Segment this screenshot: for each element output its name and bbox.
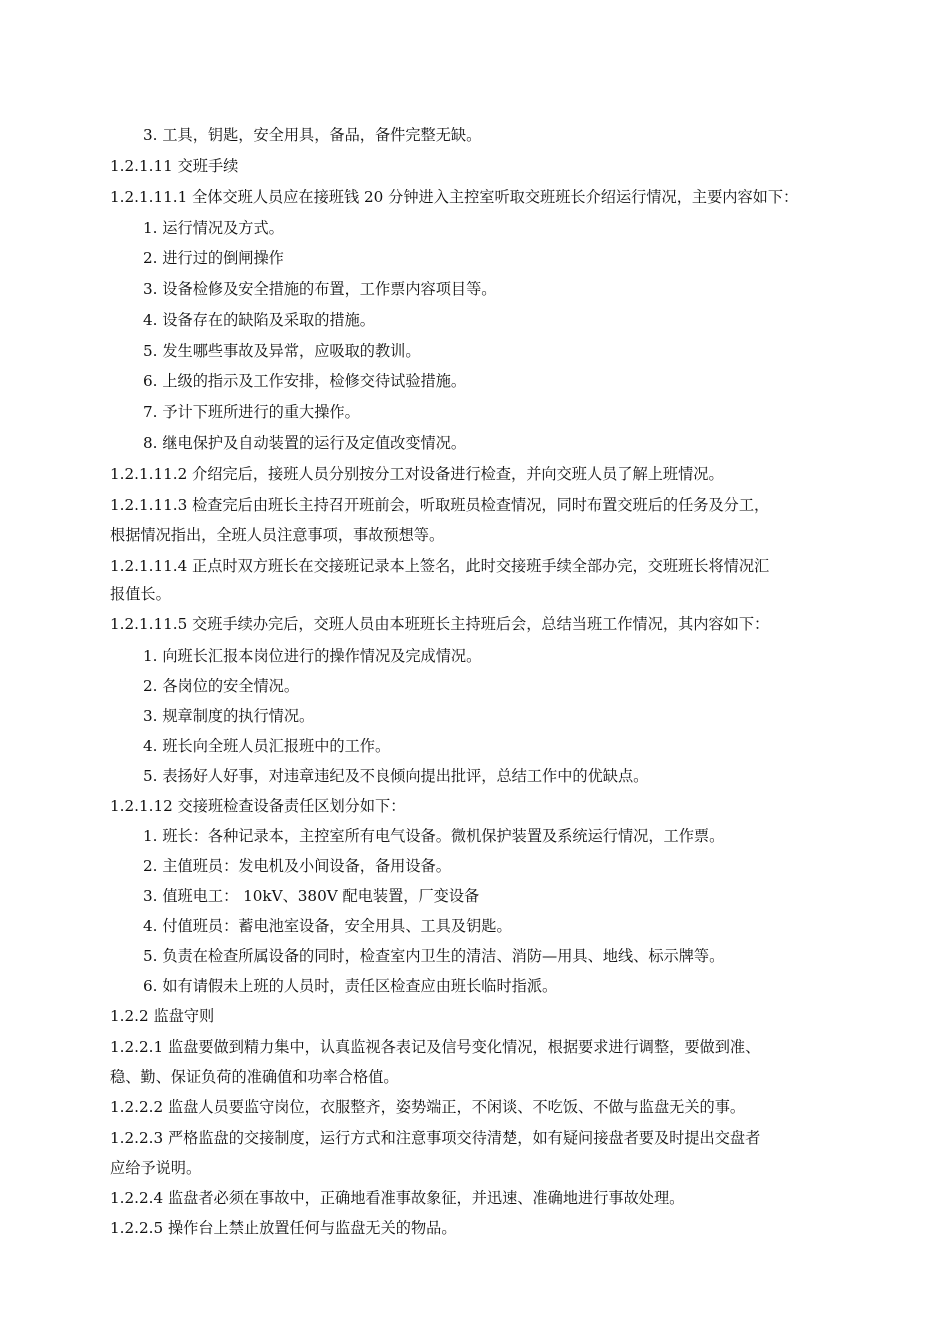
paragraph-1-2-2-1-continued: 稳、勤、保证负荷的准确值和功率合格值。 (110, 1068, 399, 1086)
list-item-2: 2. 进行过的倒闸操作 (143, 249, 284, 267)
list-item-4: 4. 设备存在的缺陷及采取的措施。 (143, 311, 375, 329)
paragraph-1-2-1-11-1: 1.2.1.11.1 全体交班人员应在接班钱 20 分钟进入主控室听取交班班长介绍运行情况，主要内容如下： (110, 188, 799, 206)
section-1-2-2-heading: 1.2.2 监盘守则 (110, 1007, 215, 1025)
responsibility-item-5: 5. 负责在检查所属设备的同时，检查室内卫生的清洁、消防—用具、地线、标示牌等。 (143, 947, 725, 965)
paragraph-1-2-1-11-5: 1.2.1.11.5 交班手续办完后，交班人员由本班班长主持班后会，总结当班工作情况，其内容如下： (110, 615, 770, 633)
section-1-2-1-11-heading: 1.2.1.11 交班手续 (110, 157, 239, 175)
debrief-item-5: 5. 表扬好人好事，对违章违纪及不良倾向提出批评，总结工作中的优缺点。 (143, 767, 649, 785)
paragraph-1-2-2-3: 1.2.2.3 严格监盘的交接制度，运行方式和注意事项交待清楚，如有疑问接盘者要及时提出交盘者 (110, 1129, 761, 1147)
debrief-item-4: 4. 班长向全班人员汇报班中的工作。 (143, 737, 391, 755)
responsibility-item-1: 1. 班长：各种记录本，主控室所有电气设备。微机保护装置及系统运行情况，工作票。 (143, 827, 725, 845)
paragraph-1-2-2-5: 1.2.2.5 操作台上禁止放置任何与监盘无关的物品。 (110, 1219, 457, 1237)
list-item-8: 8. 继电保护及自动装置的运行及定值改变情况。 (143, 434, 467, 452)
paragraph-1-2-1-11-4-continued: 报值长。 (110, 585, 171, 603)
list-item-6: 6. 上级的指示及工作安排，检修交待试验措施。 (143, 372, 467, 390)
section-1-2-1-12-heading: 1.2.1.12 交接班检查设备责任区划分如下： (110, 797, 406, 815)
responsibility-item-3: 3. 值班电工： 10kV、380V 配电装置，厂变设备 (143, 887, 480, 905)
paragraph-1-2-2-3-continued: 应给予说明。 (110, 1159, 202, 1177)
paragraph-1-2-2-4: 1.2.2.4 监盘者必须在事故中，正确地看准事故象征，并迅速、准确地进行事故处理。 (110, 1189, 685, 1207)
responsibility-item-4: 4. 付值班员：蓄电池室设备，安全用具、工具及钥匙。 (143, 917, 512, 935)
paragraph-1-2-1-11-4: 1.2.1.11.4 正点时双方班长在交接班记录本上签名，此时交接班手续全部办完，交班班长将情况汇 (110, 557, 770, 575)
paragraph-1-2-1-11-2: 1.2.1.11.2 介绍完后，接班人员分别按分工对设备进行检查，并向交班人员了解上班情况。 (110, 465, 724, 483)
list-item-1: 1. 运行情况及方式。 (143, 219, 284, 237)
debrief-item-2: 2. 各岗位的安全情况。 (143, 677, 300, 695)
paragraph-1-2-2-2: 1.2.2.2 监盘人员要监守岗位，衣服整齐，姿势端正，不闲谈、不吃饭、不做与监盘无关的事。 (110, 1098, 746, 1116)
responsibility-item-6: 6. 如有请假未上班的人员时，责任区检查应由班长临时指派。 (143, 977, 558, 995)
debrief-item-3: 3. 规章制度的执行情况。 (143, 707, 315, 725)
paragraph-1-2-1-11-3: 1.2.1.11.3 检查完后由班长主持召开班前会，听取班员检查情况，同时布置交班后的任务及分工， (110, 496, 770, 514)
paragraph-1-2-1-11-3-continued: 根据情况指出，全班人员注意事项，事故预想等。 (110, 526, 445, 544)
list-item-5: 5. 发生哪些事故及异常，应吸取的教训。 (143, 342, 421, 360)
debrief-item-1: 1. 向班长汇报本岗位进行的操作情况及完成情况。 (143, 647, 482, 665)
responsibility-item-2: 2. 主值班员：发电机及小间设备，备用设备。 (143, 857, 451, 875)
list-item-3: 3. 设备检修及安全措施的布置，工作票内容项目等。 (143, 280, 497, 298)
handover-item-3: 3. 工具，钥匙，安全用具，备品，备件完整无缺。 (143, 126, 482, 144)
paragraph-1-2-2-1: 1.2.2.1 监盘要做到精力集中，认真监视各表记及信号变化情况，根据要求进行调整，要做到准、 (110, 1038, 761, 1056)
list-item-7: 7. 予计下班所进行的重大操作。 (143, 403, 360, 421)
